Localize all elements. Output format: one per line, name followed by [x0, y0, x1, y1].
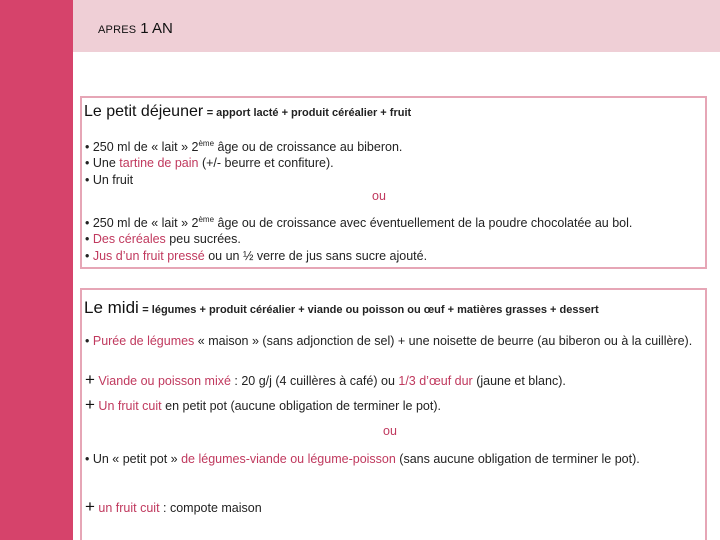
text: •	[85, 249, 93, 263]
highlight: Jus d’un fruit pressé	[92, 249, 205, 263]
breakfast-opt1-line2	[85, 156, 334, 170]
text: • Un « petit pot »	[85, 452, 182, 466]
breakfast-opt1-line3: • Un fruit	[85, 173, 134, 187]
highlight: tartine de pain	[119, 156, 199, 170]
highlight: Purée de légumes	[92, 334, 195, 348]
text: en petit pot (aucune obligation de terminer le pot).	[161, 399, 441, 413]
highlight: Viande ou poisson mixé	[98, 374, 231, 388]
text: âge ou de croissance avec éventuellement de la poudre chocolatée au bol.	[214, 216, 633, 230]
text: (jaune et blanc).	[472, 374, 566, 388]
highlight: un fruit cuit	[98, 501, 160, 515]
text: • 250 ml de « lait » 2	[85, 140, 199, 154]
lunch-or: ou	[383, 424, 397, 438]
breakfast-opt1-line1	[85, 139, 402, 154]
title-age: 1 AN	[140, 20, 173, 37]
breakfast-opt2-line2	[85, 232, 241, 246]
title-apres: APRES	[98, 24, 137, 36]
text: (+/- beurre et confiture).	[198, 156, 334, 170]
breakfast-heading	[84, 103, 411, 121]
lunch-puree	[85, 333, 701, 350]
highlight: Un fruit cuit	[98, 399, 162, 413]
left-accent-bar	[0, 0, 73, 540]
breakfast-or: ou	[372, 189, 386, 203]
breakfast-opt2-line1	[85, 215, 632, 230]
lunch-heading	[84, 298, 599, 318]
text: « maison » (sans adjonction de sel) + une noisette de beurre (au biberon ou à la cuillère).	[194, 334, 693, 348]
sup: ème	[198, 139, 215, 148]
lunch-fruit	[85, 395, 441, 415]
lunch-meat	[85, 370, 566, 390]
sup: ème	[198, 215, 215, 224]
breakfast-summary: = apport lacté + produit céréalier + fruit	[206, 107, 412, 119]
text: • Une	[85, 156, 120, 170]
text: peu sucrées.	[165, 232, 241, 246]
lunch-jar	[85, 451, 685, 468]
text: •	[85, 232, 93, 246]
plus-icon: +	[85, 395, 95, 414]
plus-icon: +	[85, 497, 95, 516]
breakfast-title: Le petit déjeuner	[84, 103, 204, 120]
text: ou un ½ verre de jus sans sucre ajouté.	[204, 249, 428, 263]
text: • 250 ml de « lait » 2	[85, 216, 199, 230]
plus-icon: +	[85, 370, 95, 389]
text: (sans aucune obligation de terminer le pot).	[395, 452, 640, 466]
highlight: de légumes-viande ou légume-poisson	[181, 452, 396, 466]
breakfast-opt2-line3	[85, 249, 427, 263]
page-title	[98, 20, 173, 37]
highlight: Des céréales	[92, 232, 166, 246]
text: : compote maison	[159, 501, 262, 515]
text: : 20 g/j (4 cuillères à café) ou	[230, 374, 399, 388]
lunch-compote	[85, 497, 262, 517]
lunch-title: Le midi	[84, 298, 139, 317]
lunch-summary: = légumes + produit céréalier + viande ou poisson ou œuf + matières grasses + dessert	[142, 304, 599, 316]
text: âge ou de croissance au biberon.	[214, 140, 403, 154]
highlight: 1/3 d’œuf dur	[398, 374, 473, 388]
text: •	[85, 334, 93, 348]
